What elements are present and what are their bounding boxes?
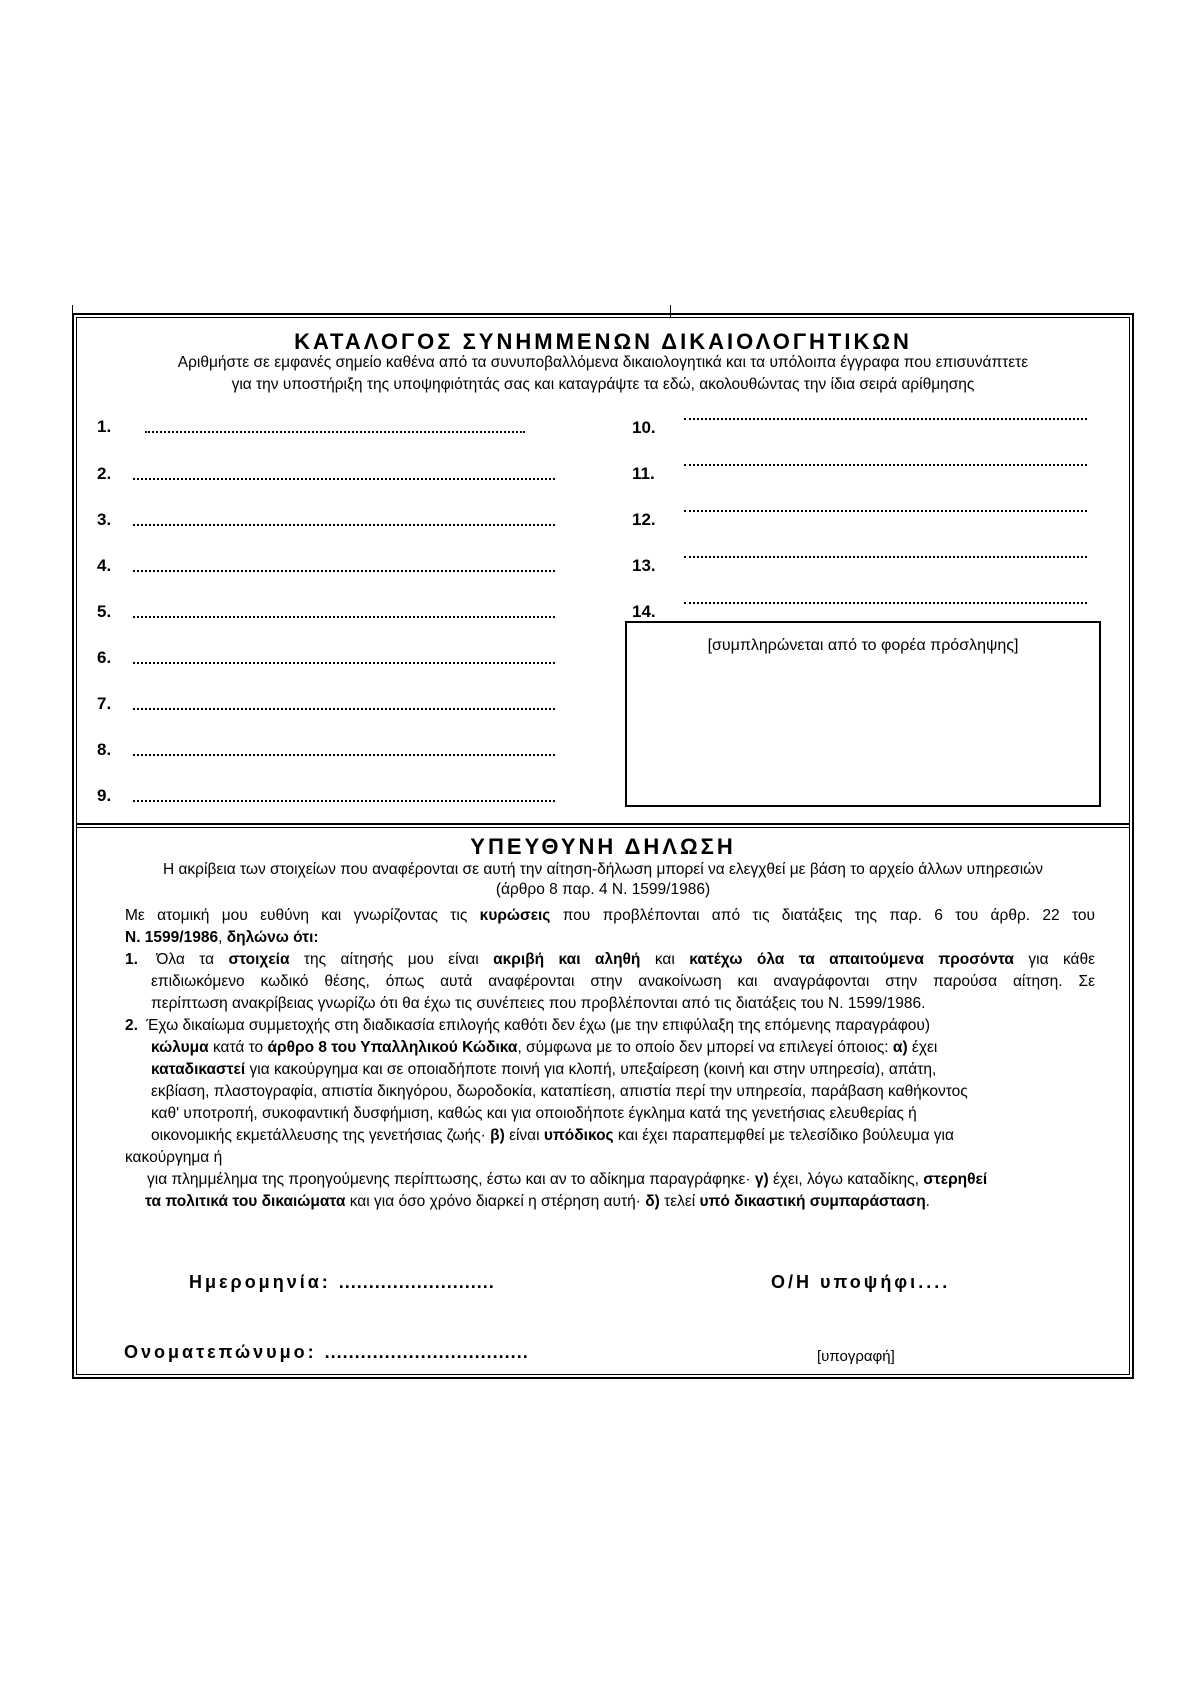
point-text: και για όσο χρόνο διαρκεί η στέρηση αυτή· — [345, 1193, 646, 1210]
intro-sanctions: κυρώσεις — [479, 907, 551, 924]
office-use-label: [συμπληρώνεται από το φορέα πρόσληψης] — [707, 637, 1019, 654]
point-text: οικονομικής εκμετάλλευσης της γενετήσιας ζωής· — [151, 1127, 491, 1144]
attachment-item-line[interactable] — [684, 418, 1087, 420]
full-name-label: Ονοματεπώνυμο: — [124, 1342, 317, 1362]
attachment-item-number: 9. — [97, 786, 112, 805]
point-text: έχει — [907, 1039, 938, 1056]
point-text: Όλα τα — [141, 951, 229, 968]
point-2-line9 — [125, 1191, 1095, 1213]
point-1-line1 — [125, 949, 1095, 971]
point-text: , σύμφωνα με το οποίο δεν μπορεί να επιλεγεί όποιος: — [517, 1039, 893, 1056]
attachment-item-number: 1. — [97, 417, 112, 436]
attachment-item-number: 10. — [632, 418, 656, 437]
intro-declare: δηλώνω ότι: — [226, 929, 319, 946]
point-text: για κακούργημα και σε οποιαδήποτε ποινή για κλοπή, υπεξαίρεση (κοινή και στην υπηρεσία), απάτη, — [245, 1061, 937, 1078]
point-text-bold: υπόδικος — [543, 1127, 614, 1144]
attachments-instructions-line2: για την υποστήριξη της υποψηφιότητάς σας και καταγράψτε τα εδώ, ακολουθώντας την ίδια σειρά αρίθμησης — [231, 376, 975, 393]
attachments-instructions-line1: Αριθμήστε σε εμφανές σημείο καθένα από τα συνυποβαλλόμενα δικαιολογητικά και τα υπόλοιπα έγγραφα που επισυνάπτετε — [177, 354, 1029, 371]
full-name-field[interactable] — [124, 1342, 529, 1363]
point-2-line4: εκβίαση, πλαστογραφία, απιστία δικηγόρου, δωροδοκία, καταπίεση, απιστία περί την υπηρεσία, παράβαση καθήκοντος — [151, 1083, 968, 1100]
attachment-item-6[interactable] — [97, 640, 557, 670]
point-text-bold: δ) — [645, 1193, 660, 1210]
point-text: για κάθε — [1013, 951, 1096, 968]
attachment-item-number: 14. — [632, 602, 656, 621]
form-inner-border — [76, 317, 1130, 1375]
attachment-item-9[interactable] — [97, 778, 557, 808]
declaration-point-2 — [125, 1015, 1095, 1213]
attachment-item-line[interactable] — [684, 510, 1087, 512]
point-text: είναι — [504, 1127, 544, 1144]
attachment-item-line[interactable] — [133, 662, 555, 664]
point-text-bold: κώλυμα — [151, 1039, 209, 1056]
point-2-line8 — [125, 1169, 1095, 1191]
point-text-bold: ακριβή και αληθή — [493, 951, 641, 968]
point-2-line5: καθ' υποτροπή, συκοφαντική δυσφήμιση, καθώς και για οποιοδήποτε έγκλημα κατά της γενετήσιας ελευθερίας ή — [151, 1105, 917, 1122]
office-use-box — [625, 621, 1101, 807]
attachment-item-2[interactable] — [97, 456, 557, 486]
point-text: κατά το — [208, 1039, 268, 1056]
point-2-line6 — [125, 1125, 1095, 1147]
attachment-item-8[interactable] — [97, 732, 557, 762]
date-field[interactable] — [189, 1272, 495, 1293]
attachment-item-line[interactable] — [133, 478, 555, 480]
attachment-item-11[interactable] — [632, 456, 1102, 486]
attachment-item-line[interactable] — [133, 570, 555, 572]
point-text-bold: α) — [892, 1039, 908, 1056]
attachment-item-number: 11. — [632, 464, 655, 483]
attachments-title: ΚΑΤΑΛΟΓΟΣ ΣΥΝΗΜΜΕΝΩΝ ΔΙΚΑΙΟΛΟΓΗΤΙΚΩΝ — [294, 329, 912, 354]
point-text-bold: άρθρο 8 του Υπαλληλικού Κώδικα — [267, 1039, 518, 1056]
point-text: για πλημμέλημα της προηγούμενης περίπτωσης, έστω και αν το αδίκημα παραγράφηκε· — [147, 1171, 755, 1188]
attachment-item-line[interactable] — [684, 464, 1087, 466]
attachment-item-line[interactable] — [145, 431, 525, 433]
point-text-bold: κατέχω όλα τα απαιτούμενα προσόντα — [689, 951, 1014, 968]
attachment-item-4[interactable] — [97, 548, 557, 578]
declaration-subtitle-line1: Η ακρίβεια των στοιχείων που αναφέρονται σε αυτή την αίτηση-δήλωση μπορεί να ελεγχθεί με βάση το αρχείο άλλων υπηρεσιών — [162, 861, 1044, 878]
point-text-bold: στερηθεί — [923, 1171, 988, 1188]
attachment-item-number: 3. — [97, 510, 112, 529]
application-form — [72, 313, 1134, 1379]
section-divider — [77, 823, 1129, 828]
signature-placeholder[interactable]: [υπογραφή] — [817, 1348, 895, 1365]
intro-law: Ν. 1599/1986 — [125, 929, 219, 946]
attachment-item-number: 12. — [632, 510, 656, 529]
attachment-item-number: 4. — [97, 556, 112, 575]
intro-text: που προβλέπονται από τις διατάξεις της παρ. 6 του άρθρ. 22 του — [550, 907, 1095, 924]
point-text-bold: β) — [490, 1127, 505, 1144]
point-2-line1 — [125, 1015, 1095, 1037]
attachment-item-line[interactable] — [684, 602, 1087, 604]
attachment-item-line[interactable] — [133, 616, 555, 618]
attachment-item-7[interactable] — [97, 686, 557, 716]
point-2-line2 — [125, 1037, 1095, 1059]
declaration-title: ΥΠΕΥΘΥΝΗ ΔΗΛΩΣΗ — [470, 834, 736, 859]
attachment-item-number: 2. — [97, 464, 112, 483]
declaration-intro-line1 — [125, 905, 1095, 927]
declaration-intro — [125, 905, 1095, 949]
point-text: Έχω δικαίωμα συμμετοχής στη διαδικασία επιλογής καθότι δεν έχω (με την επιφύλαξη της επόμενης παραγράφου) — [141, 1017, 931, 1034]
point-number: 2. — [125, 1017, 138, 1034]
attachment-item-3[interactable] — [97, 502, 557, 532]
point-1-line2: επιδιωκόμενο κωδικό θέσης, όπως αυτά αναφέρονται στην ανακοίνωση και αναγράφονται στην παρούσα αίτηση. Σε — [151, 973, 1095, 990]
attachment-item-5[interactable] — [97, 594, 557, 624]
declaration-intro-line2 — [125, 927, 1095, 949]
attachment-item-line[interactable] — [133, 708, 555, 710]
point-text-bold: γ) — [754, 1171, 769, 1188]
point-text-bold: τα πολιτικά του δικαιώματα — [145, 1193, 346, 1210]
declaration-point-1 — [125, 949, 1095, 1015]
intro-text: Με ατομική μου ευθύνη και γνωρίζοντας τις — [125, 907, 480, 924]
point-2-line7: κακούργημα ή — [125, 1149, 223, 1166]
point-2-line3 — [125, 1059, 1095, 1081]
attachment-item-line[interactable] — [133, 800, 555, 802]
attachment-item-number: 6. — [97, 648, 112, 667]
attachment-item-12[interactable] — [632, 502, 1102, 532]
date-label: Ημερομηνία: — [189, 1272, 331, 1292]
candidate-label: Ο/Η υποψήφι.... — [771, 1272, 951, 1292]
attachment-item-13[interactable] — [632, 548, 1102, 578]
full-name-input-line[interactable]: .................................. — [324, 1342, 529, 1362]
point-text: έχει, λόγω καταδίκης, — [768, 1171, 924, 1188]
point-text: . — [925, 1193, 930, 1210]
attachment-item-line[interactable] — [684, 556, 1087, 558]
attachment-item-1[interactable] — [97, 409, 537, 439]
attachment-item-number: 7. — [97, 694, 112, 713]
declaration-subtitle-line2: (άρθρο 8 παρ. 4 Ν. 1599/1986) — [495, 881, 711, 898]
attachment-item-number: 8. — [97, 740, 112, 759]
date-input-line[interactable]: .......................... — [338, 1272, 495, 1292]
attachment-item-line[interactable] — [133, 524, 555, 526]
intro-text: , — [218, 929, 227, 946]
attachment-item-number: 5. — [97, 602, 112, 621]
point-text-bold: υπό δικαστική συμπαράσταση — [699, 1193, 926, 1210]
point-text: και — [640, 951, 690, 968]
point-number: 1. — [125, 951, 138, 968]
attachment-item-line[interactable] — [133, 754, 555, 756]
point-text-bold: στοιχεία — [228, 951, 290, 968]
point-text: τελεί — [659, 1193, 700, 1210]
attachment-item-14[interactable] — [632, 594, 1102, 624]
attachment-item-number: 13. — [632, 556, 656, 575]
point-text-bold: καταδικαστεί — [151, 1061, 246, 1078]
attachment-item-10[interactable] — [632, 410, 1102, 440]
point-1-line3: περίπτωση ανακρίβειας γνωρίζω ότι θα έχω τις συνέπειες που προβλέπονται από τις διατάξεις του Ν. 1599/1986. — [151, 995, 926, 1012]
point-text: της αίτησής μου είναι — [289, 951, 494, 968]
point-text: και έχει παραπεμφθεί με τελεσίδικο βούλευμα για — [613, 1127, 954, 1144]
